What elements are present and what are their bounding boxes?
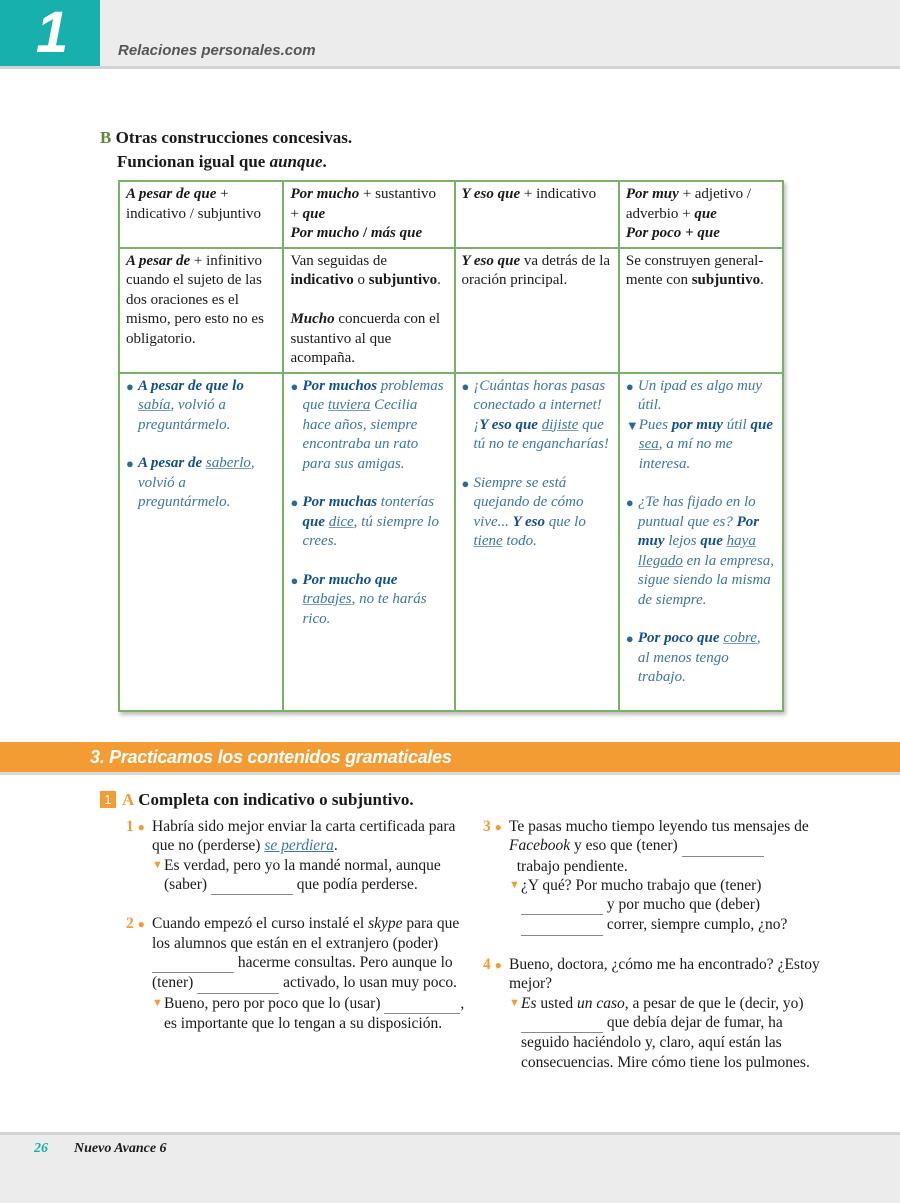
reply-text: ¿Y qué? Por mucho trabajo que (tener) [521,876,762,894]
answer-blank[interactable] [384,994,460,1014]
example-text: , a mí no me interesa. [638,436,733,472]
example-text: , tú siempre lo crees. [302,513,439,549]
exercise-item-2 [126,914,476,1033]
answer-blank[interactable] [521,915,603,935]
cell-a-pesar-de-que [119,181,283,248]
example-verb: dijiste [541,416,579,433]
note-text: Se construyen general-mente con [625,252,764,288]
triangle-icon: ▼ [625,417,639,433]
structure-label: que [694,205,717,222]
example-text: , no te harás rico. [302,591,427,627]
note-text: o [353,272,369,288]
structure-text: + [681,225,698,241]
example-verb: cobre [723,630,757,646]
reply-text: y por mucho que (deber) [603,896,761,914]
answer-blank[interactable] [521,895,603,915]
note-por-muy [619,248,783,373]
example-item [626,493,776,610]
question-text: Cuando empezó el curso instalé el [152,915,369,933]
triangle-icon: ▼ [509,878,520,891]
reply-text: usted [536,994,577,1012]
triangle-icon: ▼ [509,996,520,1009]
example-text: útil [722,416,751,433]
example-item [290,493,447,552]
section-title-line2: Funcionan igual que [117,152,270,171]
example-item [462,474,612,552]
reply-text: , es importante que lo tengan a su disposición. [164,994,465,1032]
example-item [290,377,447,475]
example-keyword: Por muchas [302,494,378,510]
example-keyword: Y eso que [479,416,538,433]
section-banner [0,742,900,775]
section-title-line1: Otras construcciones concesivas. [115,128,353,147]
example-text: lejos [664,533,701,549]
reply-emphasis: un caso [576,994,625,1012]
answer-blank[interactable] [197,973,279,993]
cell-por-mucho [283,181,454,248]
bullet-icon: ● [625,631,634,646]
reply-text: que debía dejar de fumar, ha seguido haciéndolo y, claro, aquí están las consecuencias. Mire cómo tiene los pulmones. [521,1013,810,1071]
question-text: activado, lo usan muy poco. [279,974,457,992]
reply-text: correr, siempre cumplo, ¿no? [603,916,788,934]
note-text: va detrás de la oración principal. [461,252,611,288]
question-text: hacerme consultas. Pero aunque lo (tener) [152,954,453,992]
example-text: Pues [638,416,672,433]
item-number [126,914,152,1033]
example-verb: trabajes [302,591,352,607]
structure-label: Por muy [625,186,679,202]
bullet-icon: ● [290,378,299,394]
example-text: en la empresa, sigue siendo la misma de siempre. [637,552,774,608]
exercise-column-left [126,817,476,1053]
exercise-heading [100,789,414,811]
reply [152,856,476,896]
example-text: , volvió a preguntármelo. [138,397,231,433]
example-verb: dice [328,513,354,530]
note-text: Van seguidas de [290,252,388,269]
example-verb: tiene [473,533,503,549]
structure-label: Por mucho [290,186,360,202]
bullet-icon: ● [290,495,299,510]
example-text: Un ipad es algo muy útil. [637,377,763,413]
bullet-icon: ● [461,475,470,491]
note-keyword: Mucho [290,311,335,327]
structure-text: / [359,225,371,241]
bullet-icon: ● [137,820,145,834]
note-text: + infinitivo cuando el sujeto de las dos oraciones es el mismo, pero esto no es obligatorio. [126,252,264,347]
note-text: concuerda con el sustantivo al que acompaña. [290,311,440,366]
structure-label: que [302,205,326,222]
question-text: Habría sido mejor enviar la carta certificada para que no (perderse) [152,818,456,855]
table-row-examples [119,373,783,712]
example-text: , al menos tengo trabajo. [637,630,761,685]
cell-por-muy [619,181,783,248]
exercise-number: 1 [100,791,116,808]
structure-label: más que [370,225,423,241]
examples-a-pesar-de [119,373,283,712]
example-keyword: que [700,533,723,549]
bullet-icon: ● [494,820,502,834]
answer-blank[interactable] [211,875,293,895]
example-text: tonterías [377,494,435,510]
answer-blank[interactable] [682,836,764,856]
reply-text: que podía perderse. [292,875,418,893]
bullet-icon: ● [126,456,134,471]
example-verb: haya llegado [637,533,756,569]
note-por-mucho [283,248,454,373]
example-keyword: Por muy [637,513,760,549]
example-text: que tú no te engancharías! [473,416,609,452]
bullet-icon: ● [290,572,299,588]
item-number [483,817,509,936]
example-verb: tuviera [327,397,371,413]
note-keyword: indicativo [290,272,354,288]
example-item [126,377,276,436]
triangle-icon: ▼ [152,858,163,871]
reply [152,994,476,1034]
answer-blank[interactable] [521,1013,603,1033]
exercise-column-right [483,817,823,1091]
example-verb: sea [638,436,659,452]
reply [509,876,823,936]
page-number: 26 [34,1141,48,1156]
example-item [626,377,776,416]
question-text: para que los alumnos que están en el extranjero (poder) [152,915,460,952]
table-row-notes [119,248,783,373]
example-keyword: Por mucho que [302,571,398,588]
unit-title: Relaciones personales.com [118,42,316,59]
reply-text: Es verdad, pero yo la mandé normal, aunque (saber) [164,856,441,893]
example-text: que lo [545,513,586,530]
exercise-instruction: Completa con indicativo o subjuntivo. [138,790,414,809]
reply-text: , a pesar de que le (decir, yo) [624,994,804,1012]
reply-emphasis: Es [521,994,537,1012]
exercise-item-4 [483,955,823,1072]
examples-por-muy [619,373,783,712]
book-title: Nuevo Avance 6 [74,1141,167,1156]
structure-label: A pesar de que [126,186,217,202]
example-keyword: Y eso [512,513,546,530]
example-verb: sabía [138,397,171,413]
structure-label: Por mucho [290,225,360,241]
example-text: ¿Te has fijado en lo puntual que es? [637,494,756,530]
example-text: problemas que [302,377,444,413]
reply [509,994,823,1072]
structure-text: + adjetivo / adverbio + [625,186,752,222]
example-text: ¡Cuántas horas pasas conectado a internet! ¡ [473,377,606,433]
unit-tab [0,0,100,66]
question-text: y eso que (tener) [570,837,682,855]
note-keyword: A pesar de [126,252,191,269]
example-verb: saberlo [205,455,251,471]
section-title-period: . [322,152,327,171]
triangle-icon: ▼ [152,996,163,1009]
reply-text: Bueno, pero por poco que lo (usar) [164,994,385,1012]
cell-y-eso-que [455,181,619,248]
example-answer: se perdiera [264,837,334,855]
question-text: trabajo pendiente. [512,857,628,875]
section-letter: B [100,128,112,147]
example-text: todo. [502,533,537,549]
example-keyword: Por muchos [302,377,378,394]
example-keyword: Por poco que [637,630,720,646]
item-number-text: 2 [126,915,134,933]
structure-text: + indicativo / subjuntivo [126,186,261,222]
item-number-text: 1 [126,818,134,835]
bullet-icon: ● [494,958,502,973]
example-text: Cecilia hace años, siempre encontraba un rato para sus amigas. [302,397,419,472]
bullet-icon: ● [126,378,134,394]
note-y-eso-que [455,248,619,373]
question-emphasis: Facebook [509,837,571,855]
structure-text: + indicativo [520,186,597,202]
structure-label: que [697,225,720,241]
structure-text: + sustantivo + [290,186,436,222]
exercise-letter: A [122,790,135,809]
example-keyword: que [750,416,773,433]
example-item [626,629,776,688]
exercise-item-3 [483,817,823,936]
structure-label: Por poco [625,225,682,241]
note-keyword: Y eso que [461,252,521,269]
question-emphasis: skype [368,915,403,933]
question-text: Te pasas mucho tiempo leyendo tus mensajes de [509,818,809,835]
example-keyword: que [302,513,325,530]
item-number [483,955,509,1072]
note-text: . [437,272,441,288]
section-title-emphasis: aunque [269,152,323,171]
exercise-item-1 [126,817,476,895]
answer-blank[interactable] [152,953,234,973]
question-text: . [333,837,338,855]
example-item [626,416,776,475]
example-keyword: por muy [671,416,723,433]
question-text: Bueno, doctora, ¿cómo me ha encontrado? ¿Estoy mejor? [509,956,820,993]
bullet-icon: ● [625,378,634,394]
note-keyword: subjuntivo [691,272,761,288]
item-number-text: 4 [483,956,491,974]
example-keyword: A pesar de [138,455,203,471]
bullet-icon: ● [137,917,145,932]
example-item [126,454,276,513]
examples-y-eso-que [455,373,619,712]
example-text: Siempre se está quejando de cómo vive... [473,474,584,530]
section-b-heading [100,126,352,174]
example-item [290,571,447,630]
example-keyword: A pesar de que lo [138,377,244,394]
example-text: , volvió a preguntármelo. [138,455,255,510]
concessive-table [118,180,784,712]
note-text: . [760,272,764,288]
note-keyword: subjuntivo [368,272,438,288]
bullet-icon: ● [625,495,634,510]
examples-por-mucho [283,373,454,712]
bullet-icon: ● [461,378,470,394]
example-item [462,377,612,455]
structure-label: Y eso que [461,186,521,202]
banner-title: 3. Practicamos los contenidos gramaticales [90,747,452,767]
unit-number: 1 [36,0,67,65]
item-number-text: 3 [483,818,491,835]
table-row-structures [119,181,783,248]
item-number [126,817,152,895]
note-a-pesar-de [119,248,283,373]
